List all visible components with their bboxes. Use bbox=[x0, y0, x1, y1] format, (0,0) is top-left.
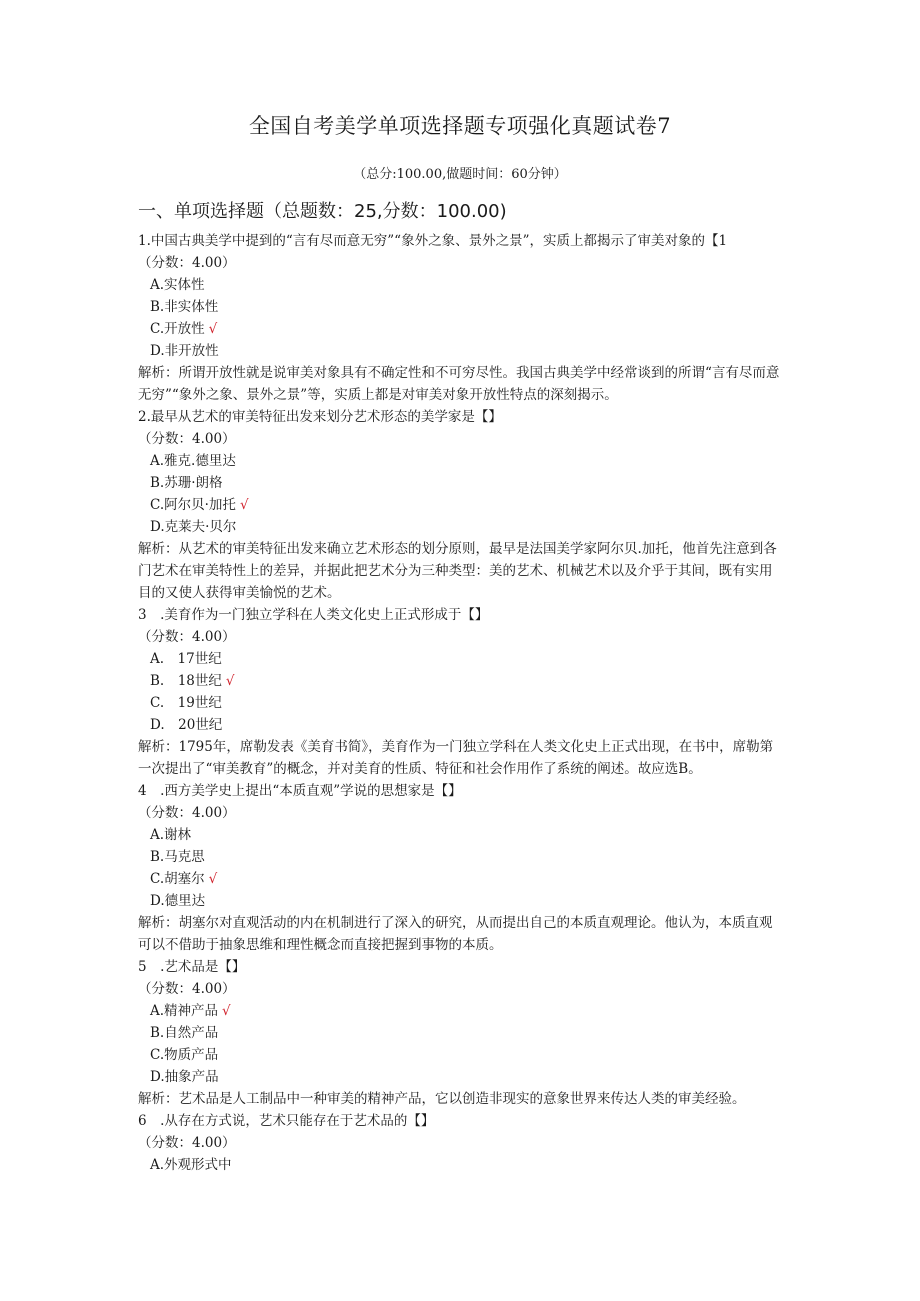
section-heading: 一、单项选择题（总题数：25,分数：100.00) bbox=[138, 201, 507, 222]
answer-option-text: A.实体性 bbox=[150, 277, 205, 293]
answer-option-text: A.精神产品 bbox=[150, 1003, 219, 1019]
answer-option bbox=[150, 472, 783, 494]
question-score: （分数：4.00） bbox=[138, 431, 236, 447]
correct-check-icon: √ bbox=[222, 1003, 231, 1019]
question-score: （分数：4.00） bbox=[138, 981, 236, 997]
question-stem: 1.中国古典美学中提到的“言有尽而意无穷”“象外之象、景外之景”，实质上都揭示了审美对象的【1 bbox=[138, 233, 728, 249]
answer-option bbox=[150, 692, 783, 714]
answer-option-text: B.马克思 bbox=[150, 849, 205, 865]
page-title: 全国自考美学单项选择题专项强化真题试卷7 bbox=[248, 114, 672, 138]
answer-option-text: C.阿尔贝·加托 bbox=[150, 497, 236, 513]
answer-option bbox=[150, 1022, 783, 1044]
question-block bbox=[138, 956, 783, 1110]
answer-option bbox=[150, 318, 783, 340]
answer-option bbox=[150, 450, 783, 472]
answer-option bbox=[150, 868, 783, 890]
correct-check-icon: √ bbox=[208, 321, 218, 337]
correct-check-icon: √ bbox=[225, 673, 235, 689]
answer-option bbox=[150, 1000, 783, 1022]
answer-option bbox=[150, 340, 783, 362]
question-stem: 6 .从存在方式说，艺术只能存在于艺术品的【】 bbox=[138, 1113, 435, 1129]
answer-option-text: D. 20世纪 bbox=[150, 717, 223, 733]
answer-option bbox=[150, 670, 783, 692]
answer-option-text: B.自然产品 bbox=[150, 1025, 219, 1041]
question-block bbox=[138, 780, 783, 956]
answer-explanation: 解析：1795年，席勒发表《美育书简》，美育作为一门独立学科在人类文化史上正式出现，在书中，席勒第一次提出了“审美教育”的概念，并对美育的性质、特征和社会作用作了系统的阐述。故应选B。 bbox=[138, 739, 774, 777]
answer-option bbox=[150, 1044, 783, 1066]
answer-option-text: C.开放性 bbox=[150, 321, 205, 337]
answer-explanation: 解析：从艺术的审美特征出发来确立艺术形态的划分原则，最早是法国美学家阿尔贝.加托，他首先注意到各门艺术在审美特性上的差异，并据此把艺术分为三种类型：美的艺术、机械艺术以及介乎于其间，既有实用目的又使人获得审美愉悦的艺术。 bbox=[138, 541, 777, 601]
question-block bbox=[138, 604, 783, 780]
answer-explanation: 解析：胡塞尔对直观活动的内在机制进行了深入的研究，从而提出自己的本质直观理论。他认为，本质直观可以不借助于抽象思维和理性概念而直接把握到事物的本质。 bbox=[138, 915, 773, 953]
answer-option-text: A.雅克.德里达 bbox=[150, 453, 236, 469]
answer-option-text: D.德里达 bbox=[150, 893, 206, 909]
answer-option bbox=[150, 648, 783, 670]
answer-option-text: B. 18世纪 bbox=[150, 673, 222, 689]
answer-option-text: C. 19世纪 bbox=[150, 695, 222, 711]
answer-option-text: A. 17世纪 bbox=[150, 651, 222, 667]
question-list bbox=[138, 230, 783, 1176]
answer-explanation: 解析：所谓开放性就是说审美对象具有不确定性和不可穷尽性。我国古典美学中经常谈到的所谓“言有尽而意无穷”“象外之象、景外之景”等，实质上都是对审美对象开放性特点的深刻揭示。 bbox=[138, 365, 780, 403]
answer-option bbox=[150, 494, 783, 516]
answer-option-text: D.克莱夫·贝尔 bbox=[150, 519, 237, 535]
question-block bbox=[138, 1110, 783, 1176]
answer-option-text: C.物质产品 bbox=[150, 1047, 219, 1063]
exam-meta: （总分:100.00,做题时间：60分钟） bbox=[353, 167, 567, 182]
answer-option bbox=[150, 890, 783, 912]
answer-option-text: A.谢林 bbox=[150, 827, 192, 843]
question-stem: 2.最早从艺术的审美特征出发来划分艺术形态的美学家是【】 bbox=[138, 409, 502, 425]
answer-option bbox=[150, 1066, 783, 1088]
answer-option bbox=[150, 846, 783, 868]
answer-option bbox=[150, 296, 783, 318]
question-stem: 5 .艺术品是【】 bbox=[138, 959, 246, 975]
correct-check-icon: √ bbox=[208, 871, 218, 887]
answer-option bbox=[150, 1154, 783, 1176]
question-block bbox=[138, 230, 783, 406]
answer-option-text: D.抽象产品 bbox=[150, 1069, 219, 1085]
answer-option-text: D.非开放性 bbox=[150, 343, 219, 359]
question-block bbox=[138, 406, 783, 604]
question-score: （分数：4.00） bbox=[138, 629, 236, 645]
answer-option bbox=[150, 516, 783, 538]
answer-option-text: A.外观形式中 bbox=[150, 1157, 232, 1173]
answer-explanation: 解析：艺术品是人工制品中一种审美的精神产品，它以创造非现实的意象世界来传达人类的审美经验。 bbox=[138, 1091, 746, 1107]
answer-option bbox=[150, 824, 783, 846]
question-score: （分数：4.00） bbox=[138, 1135, 236, 1151]
question-stem: 3 .美育作为一门独立学科在人类文化史上正式形成于【】 bbox=[138, 607, 489, 623]
answer-option-text: B.非实体性 bbox=[150, 299, 219, 315]
question-score: （分数：4.00） bbox=[138, 805, 236, 821]
answer-option-text: B.苏珊·朗格 bbox=[150, 475, 223, 491]
correct-check-icon: √ bbox=[239, 497, 249, 513]
question-stem: 4 .西方美学史上提出“本质直观”学说的思想家是【】 bbox=[138, 783, 462, 799]
answer-option-text: C.胡塞尔 bbox=[150, 871, 205, 887]
answer-option bbox=[150, 714, 783, 736]
answer-option bbox=[150, 274, 783, 296]
question-score: （分数：4.00） bbox=[138, 255, 236, 271]
